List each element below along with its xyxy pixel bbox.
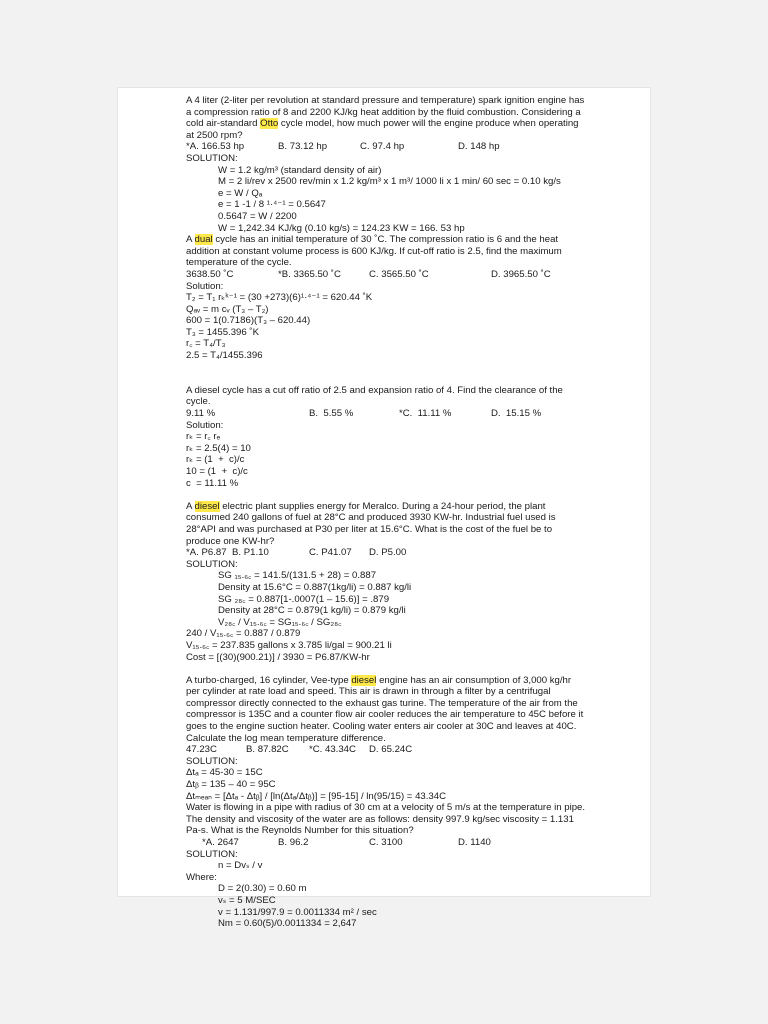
problem-block [186,663,586,802]
highlighted-keyword: Otto [260,118,279,130]
solution-step: 0.5647 = W / 2200 [218,210,297,222]
solution-step: 240 / V₁₅.₆꜀ = 0.887 / 0.879 [186,628,301,640]
answer-choice: *A. 2647 [202,837,239,848]
solution-step: W = 1,242.34 KJ/kg (0.10 kg/s) = 124.23 KW = 166. 53 hp [218,222,465,234]
document-content [186,95,586,930]
answer-choices [186,837,586,849]
answer-choice: C. 97.4 hp [360,141,405,153]
answer-choice: 9.11 % [186,408,216,420]
solution-step: V₁₅.₆꜀ = 237.835 gallons x 3.785 li/gal = 900.21 li [186,639,392,651]
answer-choice: *C. 43.34C [309,744,356,756]
question-text-end: cycle model, how much power will the engine produce when operating at 2500 rpm? [186,118,579,141]
answer-choices [186,141,586,153]
solution-step: Qₐᵥ = m cᵥ (T₃ – T₂) [186,303,269,315]
solution-step: 10 = (1 + c)/c [186,466,248,477]
answer-choice: B. 73.12 hp [278,141,328,153]
formula: n = Dvₛ / v [218,860,263,872]
spacer [186,489,586,501]
solution-step: Δtᵦ = 135 – 40 = 95C [186,779,276,791]
solution-step: r꜀ = T₄/T₃ [186,338,226,350]
solution-label: SOLUTION: [186,152,238,164]
question-text-start: A turbo-charged, 16 cylinder, Vee-type [186,674,352,686]
spacer [186,373,586,385]
solution-step: V₂₈꜀ / V₁₅.₆꜀ = SG₁₅.₆꜀ / SG₂₈꜀ [218,616,342,628]
spacer [186,663,586,675]
solution-step: rₖ = (1 + c)/c [186,454,245,466]
question-text [186,385,586,408]
answer-choice: *C. 11.11 % [399,408,452,420]
answer-choice: D. 15.15 % [491,408,542,420]
answer-choices [186,547,586,559]
answer-choice: D. P5.00 [369,547,407,559]
answer-choice: 47.23C [186,744,217,756]
question-text-start: A diesel cycle has a cut off ratio of 2.5 and expansion ratio of 4. Find the clearance of the cycle. [186,384,563,408]
solution-step: rₖ = 2.5(4) = 10 [186,442,251,454]
solution-label: Solution: [186,280,224,292]
answer-choice: D. 65.24C [369,744,413,756]
solution-step: W = 1.2 kg/m³ (standard density of air) [218,164,382,176]
problem-block [186,802,586,930]
answer-choice: B. P1.10 [232,547,269,559]
highlighted-keyword: diesel [194,500,220,512]
solution-step: T₂ = T₁ rₖᵏ⁻¹ = (30 +273)(6)¹·⁴⁻¹ = 620.44 ˚K [186,292,373,304]
answer-choice: 3638.50 ˚C [186,268,234,280]
question-text-start: A [186,500,195,512]
spacer [186,362,586,374]
solution-label: Solution: [186,419,224,431]
answer-choice: D. 3965.50 ˚C [491,268,551,280]
question-text-end: electric plant supplies energy for Meralco. During a 24-hour period, the plant consumed 240 gallons of fuel at 28°C and produced 3930 KW-hr. Industrial fuel used is 28°API and was purchased at P30 per liter at 15.6°C. What is the cost of the fuel be to produce one KW-hr? [186,500,556,547]
solution-step: SG ₁₅.₆꜀ = 141.5/(131.5 + 28) = 0.887 [218,570,377,582]
answer-choice: *A. P6.87 [186,547,227,559]
solution-step: rₖ = r꜀ rₑ [186,431,221,443]
answer-choices [186,269,586,281]
question-text [186,501,586,547]
answer-choice: C. P41.07 [309,547,352,559]
solution-step: e = 1 -1 / 8 ¹·⁴⁻¹ = 0.5647 [218,199,326,211]
solution-label: SOLUTION: [186,755,238,767]
problem-block [186,362,586,490]
highlighted-keyword: dual [194,234,213,246]
answer-choices [186,744,586,756]
solution-step: 2.5 = T₄/1455.396 [186,350,263,362]
document-page [118,88,650,930]
problem-block [186,489,586,663]
solution-step: D = 2(0.30) = 0.60 m [218,883,307,895]
highlighted-keyword: diesel [351,674,377,686]
question-text [186,95,586,141]
answer-choice: D. 1140 [458,837,491,848]
question-text-start: A [186,234,195,246]
problem-block [186,234,586,362]
solution-step: T₃ = 1455.396 ˚K [186,326,259,338]
answer-choice: B. 87.82C [246,744,289,756]
solution-step: e = W / Qₐ [218,187,263,199]
answer-choice: *B. 3365.50 ˚C [278,268,341,280]
where-label: Where: [186,871,217,883]
answer-choice: B. 96.2 [278,837,309,848]
question-text-end: engine has an air consumption of 3,000 kg/hr per cylinder at rate load and speed. This air is drawn in through a filter by a centrifugal compressor directly connected to the exhaust gas turine. The temperature of the air from the compressor is 135C and a counter flow air cooler reduces the air temperature to 45C before it goes to the engine suction heater. Cooling water enters air cooler at 30C and leaves at 40C. Calculate the log mean temperature difference. [186,674,584,744]
problem-block [186,95,586,234]
question-text [186,234,586,269]
solution-step: v = 1.131/997.9 = 0.0011334 m² / sec [218,906,377,918]
question-text [186,675,586,745]
solution-step: c = 11.11 % [186,477,239,489]
solution-label: SOLUTION: [186,558,238,570]
answer-choice: B. 5.55 % [309,408,354,420]
solution-step: M = 2 li/rev x 2500 rev/min x 1.2 kg/m³ x 1 m³/ 1000 li x 1 min/ 60 sec = 0.10 kg/s [218,176,561,188]
solution-step: SG ₂₈꜀ = 0.887[1-.0007(1 – 15.6)] = .879 [218,593,390,605]
solution-step: Density at 15.6°C = 0.887(1kg/li) = 0.887 kg/li [218,581,412,593]
answer-choice: D. 148 hp [458,141,500,153]
solution-step: Density at 28°C = 0.879(1 kg/li) = 0.879 kg/li [218,605,406,617]
solution-step: Δtₘₑₐₙ = [Δtₐ - Δtᵦ] / [ln(Δtₐ/Δtᵦ)] = [95-15] / ln(95/15) = 43.34C [186,790,447,802]
answer-choices [186,408,586,420]
answer-choice: C. 3100 [369,837,403,848]
solution-step: Δtₐ = 45-30 = 15C [186,767,263,779]
solution-step: 600 = 1(0.7186)(T₃ – 620.44) [186,315,311,327]
question-text-start: A 4 liter (2-liter per revolution at standard pressure and temperature) spark ignition engine has a compression ratio of 8 and 2200 KJ/kg heat addition by the fluid combustion. Considering a cold air-standard [186,95,585,130]
solution-label: SOLUTION: [186,848,238,860]
solution-step: Nm = 0.60(5)/0.0011334 = 2,647 [218,918,357,930]
solution-step: vₛ = 5 M/SEC [218,894,276,906]
question-text-end: cycle has an initial temperature of 30 ˚C. The compression ratio is 6 and the heat addition at constant volume process is 600 KJ/kg. If cut-off ratio is 2.5, find the maximum temperature of the cycle. [186,234,562,269]
solution-step: Cost = [(30)(900.21)] / 3930 = P6.87/KW-hr [186,651,370,663]
question-text: Water is flowing in a pipe with radius of 30 cm at a velocity of 5 m/s at the temperature in pipe. The density and viscosity of the water are as follows: density 997.9 kg/sec viscosity = 1.131 Pa-s. What is the Reynolds Number for this situation? [186,802,586,837]
answer-choice: *A. 166.53 hp [186,141,245,153]
answer-choice: C. 3565.50 ˚C [369,268,429,280]
